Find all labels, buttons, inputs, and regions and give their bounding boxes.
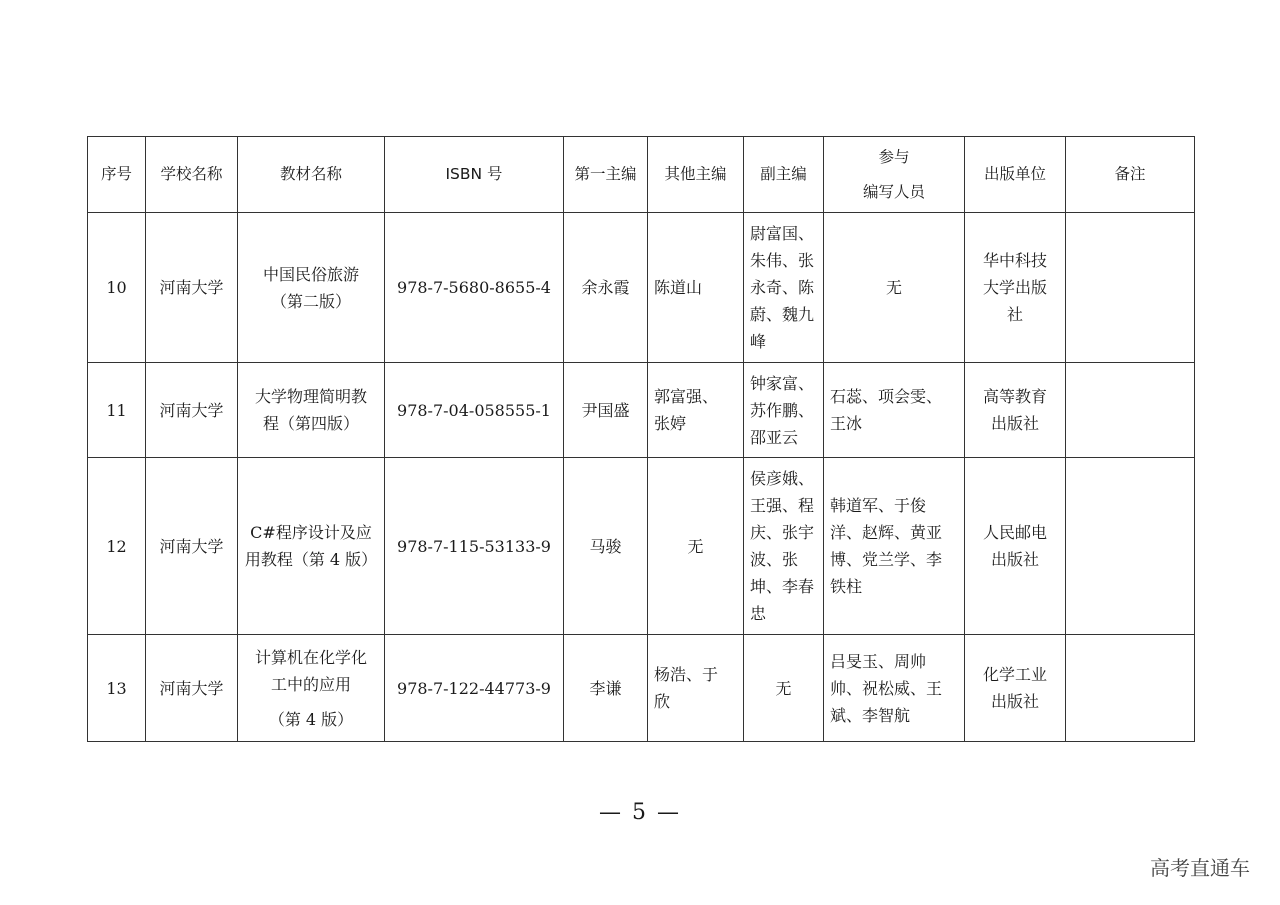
- cell-publisher-line: 大学出版: [982, 278, 1047, 297]
- cell-textbook-line: 用教程（第 4 版）: [244, 550, 378, 569]
- table-row: [88, 635, 1195, 742]
- cell-contributors-line: 吕旻玉、周帅: [830, 651, 927, 671]
- cell-deputy-editors: [744, 458, 824, 635]
- cell-other-editors-line: 无: [687, 536, 704, 556]
- cell-deputy-editors-line: 朱伟、张: [750, 251, 815, 270]
- cell-deputy-editors-line: 钟家富、: [750, 373, 815, 393]
- cell-index: 13: [88, 635, 146, 742]
- cell-other-editors-line: 张婷: [654, 414, 687, 433]
- cell-deputy-editors-line: 波、张: [750, 550, 799, 569]
- cell-remarks: [1066, 635, 1195, 742]
- cell-first-editor: 余永霞: [564, 213, 648, 363]
- cell-first-editor: 李谦: [564, 635, 648, 742]
- cell-other-editors-line: 郭富强、: [654, 387, 719, 406]
- cell-remarks: [1066, 458, 1195, 635]
- cell-other-editors-line: 杨浩、于: [654, 665, 719, 684]
- cell-deputy-editors: [744, 213, 824, 363]
- cell-index: 12: [88, 458, 146, 635]
- textbook-table: [87, 136, 1195, 742]
- cell-contributors-line: 斌、李智航: [830, 705, 911, 725]
- cell-school: 河南大学: [146, 363, 238, 458]
- cell-deputy-editors: [744, 635, 824, 742]
- cell-deputy-editors-line: 苏作鹏、: [750, 400, 815, 420]
- cell-other-editors: [648, 635, 744, 742]
- cell-deputy-editors-line: 无: [775, 678, 792, 698]
- cell-isbn: 978-7-5680-8655-4: [385, 213, 564, 363]
- cell-isbn: 978-7-115-53133-9: [385, 458, 564, 635]
- cell-isbn: 978-7-04-058555-1: [385, 363, 564, 458]
- cell-publisher: [965, 213, 1066, 363]
- cell-deputy-editors-line: 峰: [750, 332, 767, 351]
- header-remarks: 备注: [1066, 137, 1195, 213]
- cell-textbook-line: 计算机在化学化: [254, 647, 367, 667]
- cell-remarks: [1066, 363, 1195, 458]
- cell-publisher: [965, 635, 1066, 742]
- cell-textbook-line: 工中的应用: [270, 674, 351, 694]
- header-publisher: 出版单位: [965, 137, 1066, 213]
- header-textbook: 教材名称: [238, 137, 385, 213]
- header-contributors: [824, 137, 965, 213]
- cell-index: 10: [88, 213, 146, 363]
- cell-other-editors-line: 陈道山: [654, 278, 703, 297]
- table-row: [88, 213, 1195, 363]
- cell-deputy-editors-line: 蔚、魏九: [750, 305, 815, 324]
- cell-textbook: [238, 213, 385, 363]
- cell-deputy-editors-line: 庆、张宇: [750, 523, 815, 542]
- cell-publisher-line: 高等教育: [982, 387, 1047, 406]
- cell-contributors-line: 洋、赵辉、黄亚: [830, 523, 943, 542]
- cell-contributors-line: 博、党兰学、李: [830, 550, 943, 569]
- cell-contributors: [824, 458, 965, 635]
- cell-textbook: [238, 458, 385, 635]
- table-row: [88, 458, 1195, 635]
- header-index: 序号: [88, 137, 146, 213]
- cell-school: 河南大学: [146, 635, 238, 742]
- cell-deputy-editors-line: 尉富国、: [750, 224, 815, 243]
- cell-index: 11: [88, 363, 146, 458]
- cell-publisher-line: 出版社: [990, 550, 1039, 569]
- cell-publisher: [965, 458, 1066, 635]
- header-contributors-line1: 参与: [878, 147, 910, 166]
- cell-other-editors: [648, 213, 744, 363]
- cell-deputy-editors-line: 永奇、陈: [750, 278, 815, 297]
- cell-publisher-line: 华中科技: [982, 251, 1047, 270]
- cell-first-editor: 马骏: [564, 458, 648, 635]
- cell-isbn: 978-7-122-44773-9: [385, 635, 564, 742]
- header-isbn: ISBN 号: [385, 137, 564, 213]
- cell-deputy-editors: [744, 363, 824, 458]
- cell-deputy-editors-line: 侯彦娥、: [750, 469, 815, 488]
- header-deputy-editors: 副主编: [744, 137, 824, 213]
- cell-other-editors: [648, 458, 744, 635]
- cell-publisher-line: 人民邮电: [982, 523, 1047, 542]
- header-row: [88, 137, 1195, 213]
- header-other-editors: 其他主编: [648, 137, 744, 213]
- cell-remarks: [1066, 213, 1195, 363]
- cell-textbook: [238, 363, 385, 458]
- cell-first-editor: 尹国盛: [564, 363, 648, 458]
- cell-contributors-line: 石蕊、项会雯、: [830, 387, 943, 406]
- cell-publisher-line: 化学工业: [982, 665, 1047, 684]
- cell-other-editors: [648, 363, 744, 458]
- cell-deputy-editors-line: 邵亚云: [750, 427, 799, 447]
- cell-contributors-line: 韩道军、于俊: [830, 496, 927, 515]
- cell-textbook-line: 程（第四版）: [262, 414, 359, 433]
- cell-publisher-line: 社: [1006, 305, 1023, 324]
- cell-contributors-line: 帅、祝松威、王: [830, 678, 943, 698]
- cell-deputy-editors-line: 王强、程: [750, 496, 815, 515]
- cell-textbook-line: C#程序设计及应: [250, 523, 372, 542]
- cell-publisher-line: 出版社: [990, 692, 1039, 711]
- cell-deputy-editors-line: 坤、李春: [750, 577, 815, 596]
- cell-textbook-line: （第二版）: [270, 291, 351, 311]
- watermark: 高考直通车: [1150, 856, 1250, 880]
- cell-contributors: [824, 635, 965, 742]
- cell-publisher: [965, 363, 1066, 458]
- cell-school: 河南大学: [146, 458, 238, 635]
- cell-contributors: [824, 213, 965, 363]
- table-row: [88, 363, 1195, 458]
- cell-textbook: [238, 635, 385, 742]
- header-contributors-line2: 编写人员: [862, 182, 925, 201]
- cell-deputy-editors-line: 忠: [750, 604, 767, 623]
- cell-contributors: [824, 363, 965, 458]
- header-first-editor: 第一主编: [564, 137, 648, 213]
- cell-textbook-line: 中国民俗旅游: [262, 264, 359, 284]
- cell-contributors-line: 铁柱: [830, 577, 863, 596]
- cell-textbook-line: 大学物理简明教: [254, 387, 367, 406]
- cell-contributors-line: 王冰: [830, 414, 863, 433]
- cell-other-editors-line: 欣: [654, 692, 671, 711]
- cell-contributors-line: 无: [885, 278, 902, 297]
- page-number: — 5 —: [599, 800, 681, 825]
- cell-school: 河南大学: [146, 213, 238, 363]
- cell-textbook-line: （第 4 版）: [268, 709, 354, 729]
- cell-publisher-line: 出版社: [990, 414, 1039, 433]
- header-school: 学校名称: [146, 137, 238, 213]
